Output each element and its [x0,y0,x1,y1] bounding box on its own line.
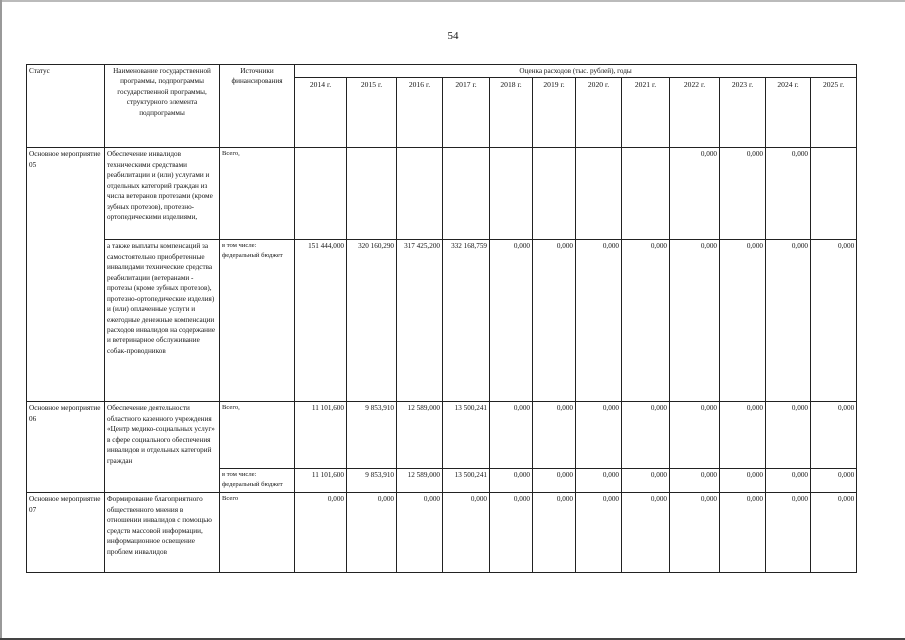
value-cell [622,148,670,240]
header-year: 2024 г. [766,78,811,148]
header-year: 2018 г. [490,78,533,148]
header-year: 2015 г. [347,78,397,148]
page-edge-left [0,0,2,640]
value-cell [397,148,443,240]
value-cell: 0,000 [576,469,622,493]
row-name: а также выплаты компенсаций за самостоятельно приобретенные инвалидами технические средства реабилитации (ветеранами - протезы (кроме зубных протезов), протезно-ортопедические изделия) и (или) оплаченные услуги и ежегодные денежные компенсации расходов инвалидов на содержание и ветеринарное обслуживание собак-проводников [105,240,220,402]
value-cell: 0,000 [811,240,857,402]
header-status: Статус [27,65,105,148]
row-source: Всего [220,493,295,573]
value-cell: 317 425,200 [397,240,443,402]
header-name: Наименование государственной программы, подпрограммы государственной программы, структурного элемента подпрограммы [105,65,220,148]
value-cell: 151 444,000 [295,240,347,402]
value-cell: 0,000 [295,493,347,573]
row-source: в том числе: федеральный бюджет [220,469,295,493]
row-source: в том числе: федеральный бюджет [220,240,295,402]
value-cell: 320 160,290 [347,240,397,402]
value-cell: 0,000 [576,402,622,469]
value-cell: 12 589,000 [397,402,443,469]
value-cell: 0,000 [720,240,766,402]
header-year: 2016 г. [397,78,443,148]
value-cell: 9 853,910 [347,469,397,493]
row-source: Всего, [220,402,295,469]
value-cell: 11 101,600 [295,402,347,469]
value-cell: 0,000 [443,493,490,573]
value-cell: 12 589,000 [397,469,443,493]
value-cell: 0,000 [670,402,720,469]
value-cell: 0,000 [490,240,533,402]
value-cell: 9 853,910 [347,402,397,469]
value-cell [533,148,576,240]
row-name: Формирование благоприятного общественного мнения в отношении инвалидов с помощью средств массовой информации, информационное освещение проблем инвалидов [105,493,220,573]
expenditure-table [26,64,857,573]
header-row-top [27,65,857,78]
header-year: 2020 г. [576,78,622,148]
header-year: 2014 г. [295,78,347,148]
value-cell [811,148,857,240]
value-cell: 0,000 [533,240,576,402]
value-cell: 0,000 [811,469,857,493]
row-source: Всего, [220,148,295,240]
value-cell [490,148,533,240]
header-year: 2025 г. [811,78,857,148]
header-sources: Источники финансирования [220,65,295,148]
value-cell: 0,000 [490,493,533,573]
row-name: Обеспечение деятельности областного казенного учреждения «Центр медико-социальных услуг» в сфере социального обеспечения инвалидов и отдельных категорий граждан [105,402,220,493]
value-cell: 0,000 [533,469,576,493]
value-cell: 0,000 [490,469,533,493]
header-year: 2023 г. [720,78,766,148]
header-year: 2017 г. [443,78,490,148]
value-cell: 0,000 [720,148,766,240]
value-cell: 0,000 [622,493,670,573]
value-cell: 0,000 [720,493,766,573]
value-cell: 0,000 [533,402,576,469]
row-status: Основное мероприятие 06 [27,402,105,493]
value-cell: 0,000 [811,493,857,573]
value-cell: 0,000 [622,469,670,493]
value-cell [347,148,397,240]
value-cell: 0,000 [670,148,720,240]
value-cell: 0,000 [811,402,857,469]
value-cell: 332 168,759 [443,240,490,402]
value-cell: 0,000 [622,402,670,469]
value-cell [576,148,622,240]
header-estimate: Оценка расходов (тыс. рублей), годы [295,65,857,78]
header-year: 2021 г. [622,78,670,148]
value-cell [443,148,490,240]
table-row [27,240,857,402]
value-cell: 0,000 [576,493,622,573]
row-status: Основное мероприятие 07 [27,493,105,573]
value-cell: 11 101,600 [295,469,347,493]
value-cell: 13 500,241 [443,469,490,493]
table-row [27,402,857,469]
value-cell: 0,000 [766,240,811,402]
value-cell: 0,000 [670,493,720,573]
value-cell: 0,000 [766,469,811,493]
value-cell: 0,000 [670,240,720,402]
value-cell: 0,000 [347,493,397,573]
header-year: 2022 г. [670,78,720,148]
value-cell: 0,000 [397,493,443,573]
value-cell: 0,000 [622,240,670,402]
value-cell: 0,000 [490,402,533,469]
page-edge-top [0,0,905,2]
value-cell: 0,000 [766,493,811,573]
value-cell: 0,000 [720,402,766,469]
table-row [27,493,857,573]
value-cell: 0,000 [766,402,811,469]
value-cell: 0,000 [576,240,622,402]
value-cell: 0,000 [766,148,811,240]
value-cell [295,148,347,240]
value-cell: 0,000 [670,469,720,493]
row-status: Основное мероприятие 05 [27,148,105,402]
value-cell: 0,000 [720,469,766,493]
value-cell: 13 500,241 [443,402,490,469]
page-number: 54 [447,30,459,42]
row-name: Обеспечение инвалидов техническими средствами реабилитации и (или) услугами и отдельных категорий граждан из числа ветеранов протезами (кроме зубных протезов), протезно-ортопедическими изделиями, [105,148,220,240]
table-row [27,148,857,240]
header-year: 2019 г. [533,78,576,148]
value-cell: 0,000 [533,493,576,573]
